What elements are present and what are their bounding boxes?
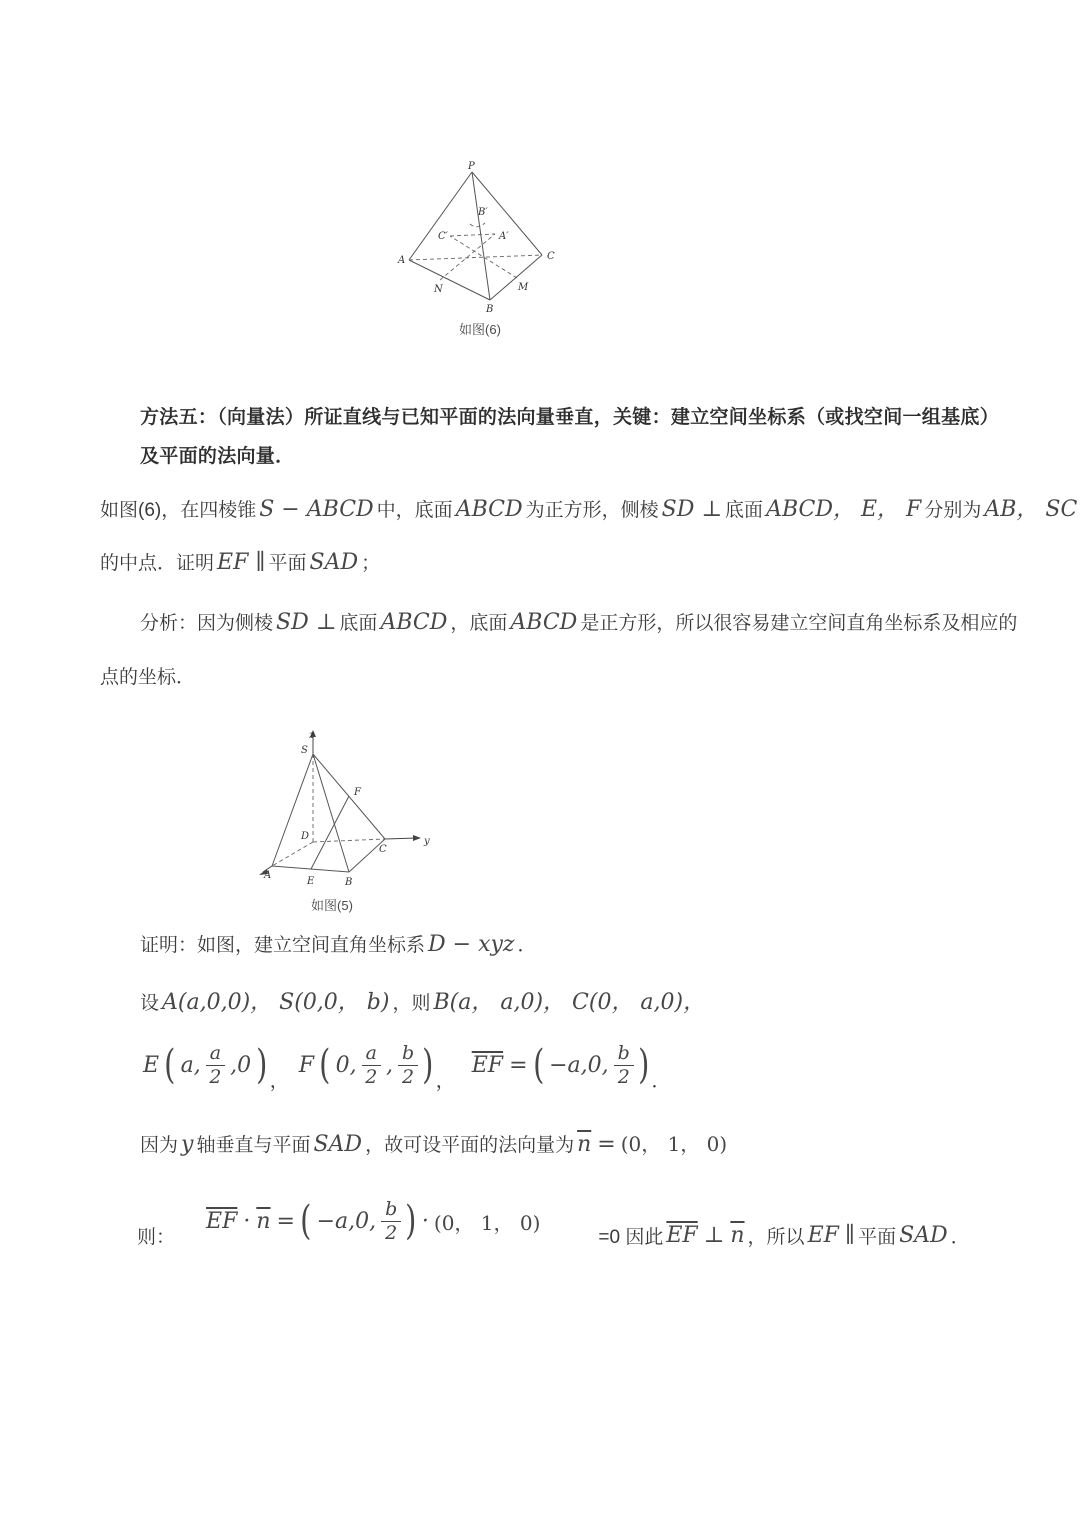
text-segment: 是正方形，所以很容易建立空间直角坐标系及相应的 <box>580 613 1018 634</box>
text-segment: ． <box>651 1070 671 1092</box>
axis-label-z: z <box>309 730 315 741</box>
math-segment: SD ⊥ <box>661 497 723 522</box>
vertex-label-E: E <box>307 876 315 887</box>
vector-n: $\overline{n}$ <box>577 1132 592 1157</box>
vertex-label-B: B <box>345 877 353 888</box>
parallel-symbol: ∥ <box>844 1222 856 1248</box>
fraction-numerator: a <box>362 1042 381 1066</box>
math-segment: a, <box>180 1052 201 1078</box>
proof-setup-line <box>140 930 537 957</box>
big-paren-right: ) <box>638 1042 650 1088</box>
text-segment: ． <box>950 1226 970 1248</box>
analysis-paragraph-line2 <box>100 662 195 689</box>
math-segment: ABCD <box>455 497 523 522</box>
vertex-label-F: F <box>354 787 361 798</box>
math-segment: ,0 <box>230 1052 252 1078</box>
coordinates-line <box>140 985 708 1016</box>
big-paren-right: ) <box>405 1198 417 1244</box>
normal-vector-line <box>140 1128 729 1157</box>
fraction-denominator: 2 <box>617 1065 630 1088</box>
equals-sign: = <box>276 1208 295 1234</box>
text-segment: 分别为 <box>924 500 982 521</box>
equals-sign: = <box>509 1052 528 1078</box>
text-segment: 则： <box>137 1226 176 1248</box>
edge-PB <box>472 172 490 300</box>
segment-EF <box>311 796 349 869</box>
problem-paragraph-line2 <box>100 548 380 575</box>
dashed-edge-AC <box>409 255 542 260</box>
edge-AB <box>409 260 490 300</box>
text-segment: ，故可设平面的法向量为 <box>365 1135 575 1156</box>
text-segment: =0 因此 <box>598 1226 664 1248</box>
text-segment: 分析：因为侧棱 <box>140 613 274 634</box>
math-segment: SAD <box>313 1132 363 1157</box>
pyramid-figure-6 <box>394 160 566 314</box>
edge-SA <box>272 754 313 866</box>
big-paren-right: ) <box>256 1042 268 1088</box>
text-segment: ， <box>269 1070 289 1092</box>
math-segment: −a,0, <box>549 1052 609 1078</box>
equals-sign: = <box>597 1132 616 1157</box>
y-axis-arrowhead <box>413 835 421 841</box>
fraction <box>398 1042 418 1089</box>
method-heading-line1: 方法五：（向量法）所证直线与已知平面的法向量垂直，关键：建立空间坐标系（或找空间一组基底） <box>140 407 1000 428</box>
figure-5-caption: 如图(5) <box>311 898 353 913</box>
fraction-denominator: 2 <box>365 1065 378 1088</box>
fraction-numerator: a <box>206 1042 225 1066</box>
big-paren-left: ( <box>532 1042 544 1088</box>
text-segment: ，所以 <box>747 1226 805 1248</box>
text-segment: 中，底面 <box>376 500 453 521</box>
fraction-numerator: b <box>614 1042 634 1066</box>
text-segment: ． <box>517 935 537 956</box>
math-segment: (0， 1， 0) <box>433 1210 541 1235</box>
vertex-label-A-prime: A′ <box>499 231 509 242</box>
vertex-label-C: C <box>379 844 387 855</box>
math-segment: 0, <box>335 1052 357 1078</box>
big-paren-left: ( <box>164 1042 176 1088</box>
math-segment: B(a， a,0)， C(0， a,0)， <box>433 990 706 1015</box>
math-segment: SD ⊥ <box>276 610 337 635</box>
math-segment: EF ∥ <box>217 550 266 575</box>
problem-paragraph-line1 <box>100 492 1080 523</box>
big-paren-right: ) <box>422 1042 434 1088</box>
fraction-denominator: 2 <box>385 1221 398 1244</box>
math-segment: (0， 1， 0) <box>620 1132 728 1156</box>
text-segment: 平面 <box>858 1226 897 1248</box>
conclusion-line <box>137 1188 970 1254</box>
text-segment: 底面 <box>339 613 378 634</box>
fraction <box>362 1042 381 1089</box>
vertex-label-S: S <box>301 745 308 756</box>
text-segment: ，则 <box>392 993 431 1014</box>
math-segment: EF <box>807 1222 839 1248</box>
dashed-midsection-CpAp <box>450 234 495 236</box>
fraction-denominator: 2 <box>209 1065 222 1088</box>
text-segment: ，底面 <box>450 613 508 634</box>
edge-AB <box>272 866 349 872</box>
dashed-angle-arc <box>470 223 485 227</box>
math-segment: −a,0, <box>316 1208 377 1234</box>
math-segment: SAD <box>899 1222 948 1248</box>
dashed-edge-DC <box>313 839 385 842</box>
fraction <box>206 1042 225 1089</box>
fraction <box>381 1198 401 1245</box>
math-segment: AB， SC <box>984 497 1078 522</box>
vertex-label-A: A <box>264 870 272 881</box>
vector-EF: $\overline{EF}$ <box>471 1052 504 1078</box>
method-heading-line2: 及平面的法向量． <box>140 446 295 467</box>
big-paren-left: ( <box>319 1042 331 1088</box>
text-segment: 点的坐标． <box>100 667 196 688</box>
analysis-paragraph-line1 <box>140 608 1017 635</box>
math-segment: ABCD <box>510 610 578 635</box>
edge-PA <box>409 172 472 260</box>
text-segment: 因为 <box>140 1135 179 1156</box>
text-segment: 设 <box>140 993 160 1014</box>
fraction-numerator: b <box>398 1042 418 1066</box>
math-segment: F <box>298 1052 314 1078</box>
text-segment: 轴垂直与平面 <box>196 1135 311 1156</box>
pyramid-figure-5 <box>257 726 447 890</box>
text-segment: 的中点．证明 <box>100 553 215 574</box>
vertex-label-N: N <box>434 284 443 295</box>
vector-EF: $\overline{EF}$ <box>666 1222 698 1248</box>
text-segment: 为正方形，侧棱 <box>525 500 659 521</box>
vector-EF: $\overline{EF}$ <box>206 1208 238 1234</box>
math-segment: E， F <box>861 497 922 522</box>
figure-6-caption: 如图(6) <box>459 322 501 337</box>
fraction-numerator: b <box>381 1198 401 1222</box>
text-segment: 证明：如图，建立空间直角坐标系 <box>140 935 426 956</box>
math-segment: E <box>143 1052 160 1078</box>
fraction-denominator: 2 <box>401 1065 415 1088</box>
text-segment: ； <box>361 553 381 574</box>
text-segment: 如图(6)，在四棱锥 <box>100 500 257 521</box>
vertex-label-P: P <box>468 161 475 172</box>
math-segment: , <box>385 1052 393 1078</box>
text-segment: 底面 <box>725 500 764 521</box>
vector-EF-line <box>140 1032 670 1098</box>
math-segment: ABCD， <box>766 497 855 522</box>
vector-n: $\overline{n}$ <box>256 1208 271 1234</box>
math-segment: S − ABCD <box>259 497 374 522</box>
vertex-label-M: M <box>518 282 529 293</box>
axis-label-y: y <box>424 836 430 847</box>
text-segment: ， <box>435 1070 455 1092</box>
dot-operator: · <box>243 1208 251 1234</box>
figure-6 <box>390 160 570 338</box>
vertex-label-B-prime: B′ <box>478 207 488 218</box>
vertex-label-A: A <box>398 255 406 266</box>
vertex-label-C: C <box>547 251 555 262</box>
vector-n: $\overline{n}$ <box>730 1222 745 1248</box>
vertex-label-B: B <box>486 304 494 314</box>
math-segment: ABCD <box>380 610 448 635</box>
dot-operator: · <box>421 1208 429 1234</box>
vertex-label-C-prime: C′ <box>438 231 448 242</box>
figure-5 <box>252 726 452 914</box>
fraction <box>614 1042 634 1089</box>
math-segment: A(a,0,0)， S(0,0， b) <box>162 990 390 1015</box>
text-segment: 平面 <box>268 553 307 574</box>
vertex-label-D: D <box>301 831 310 842</box>
big-paren-left: ( <box>300 1198 312 1244</box>
math-segment: y <box>181 1132 194 1157</box>
dashed-edge-DA <box>272 842 313 866</box>
math-segment: SAD <box>309 550 359 575</box>
perpendicular-symbol: ⊥ <box>703 1222 725 1248</box>
y-axis <box>385 838 417 839</box>
math-segment: D − xyz <box>428 932 515 957</box>
